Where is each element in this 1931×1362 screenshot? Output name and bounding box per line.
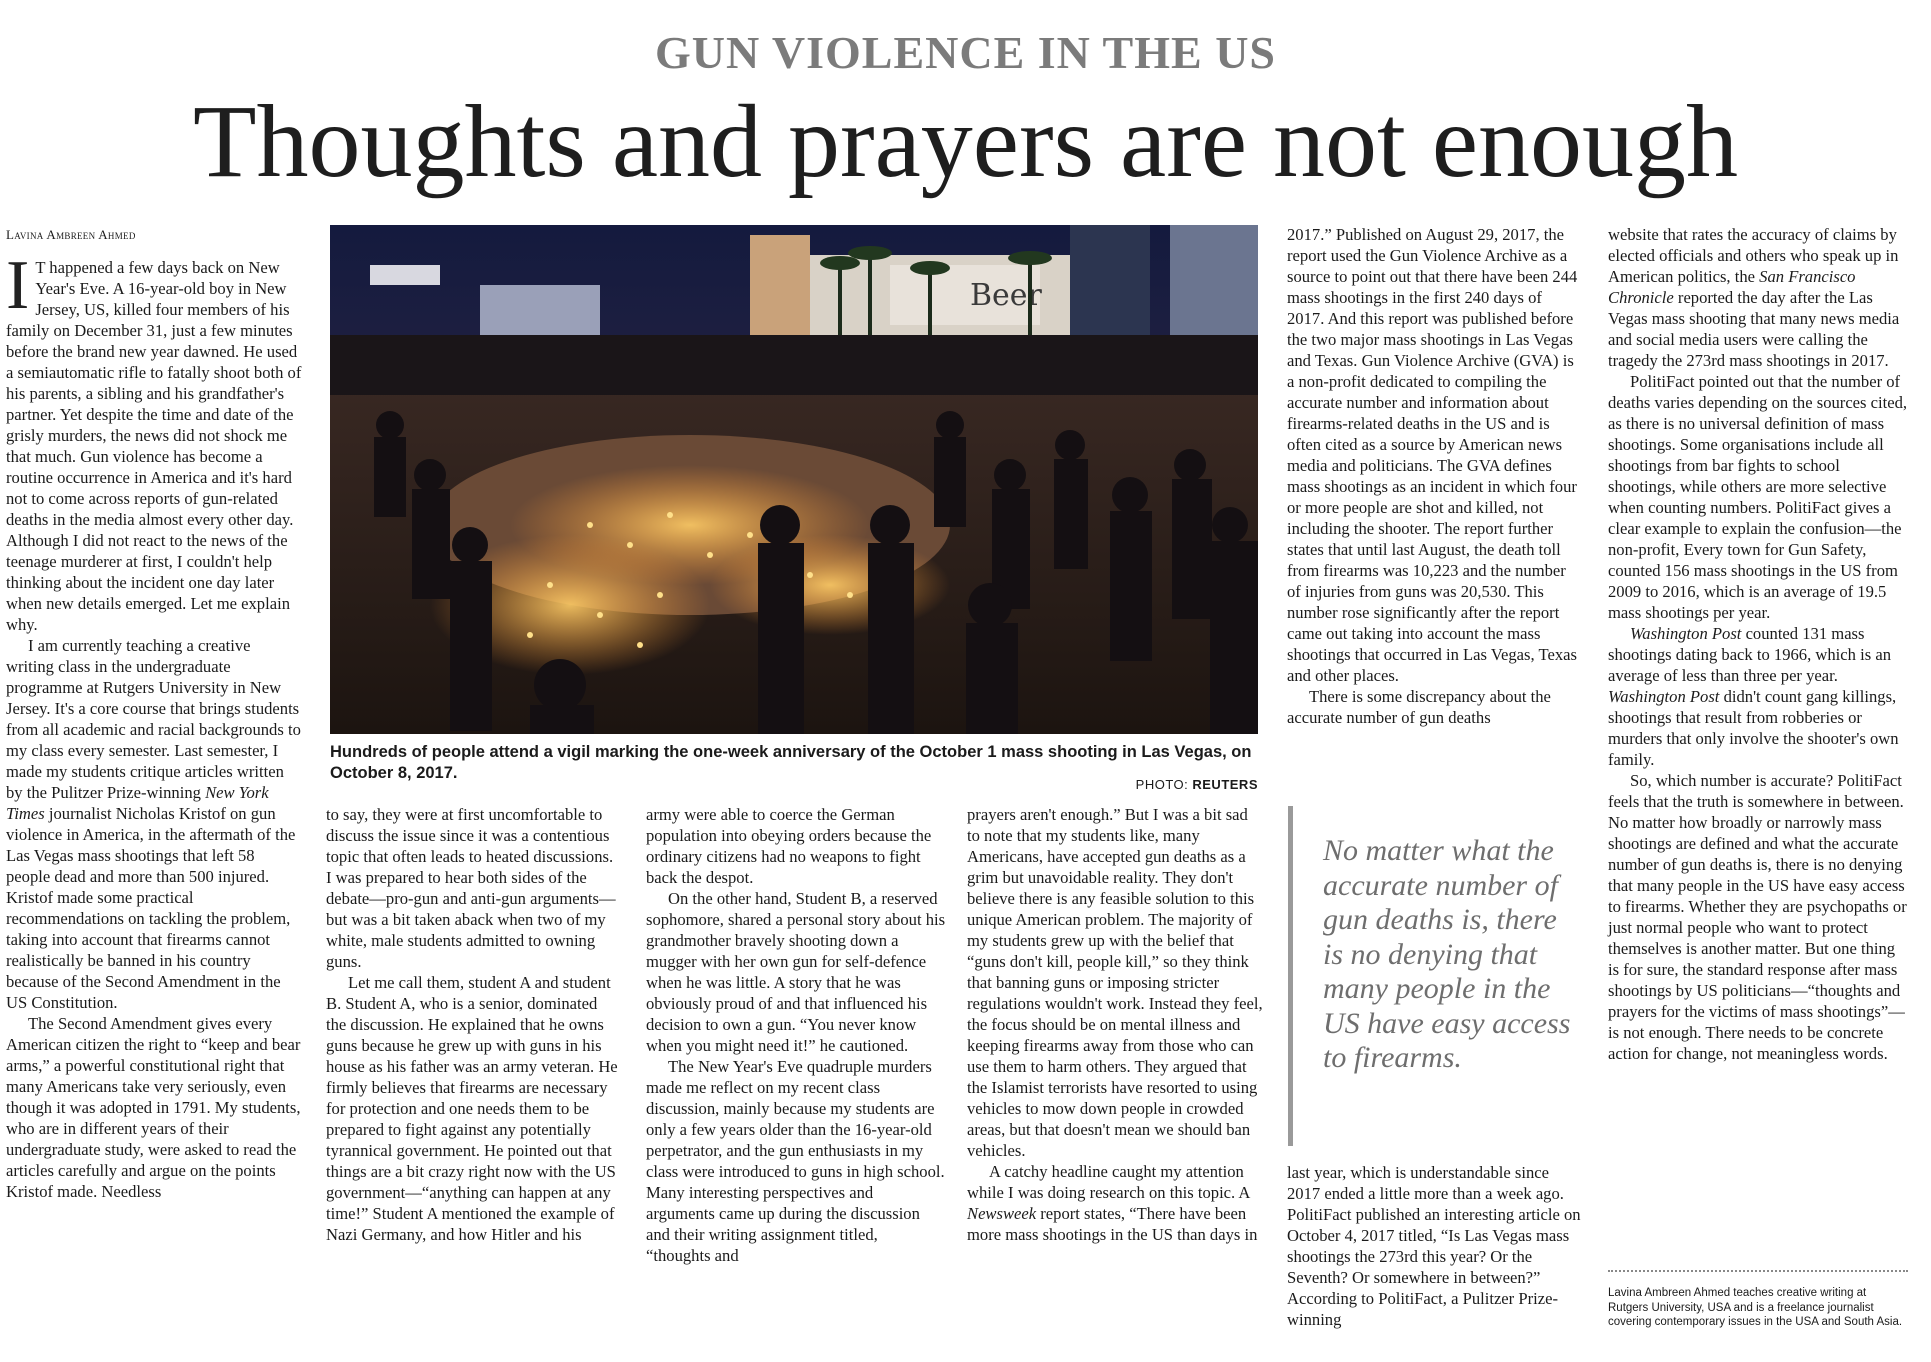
- headline: Thoughts and prayers are not enough: [192, 84, 1739, 199]
- paragraph: There is some discrepancy about the accurate number of gun deaths: [1287, 687, 1551, 727]
- paragraph: Washington Post counted 131 mass shootings dating back to 1966, which is an average of less than three per year. Washington Post didn't count gang killings, shootings that result from robberies or murders that only involve the shooter's own family.: [1608, 624, 1899, 769]
- paragraph: The Second Amendment gives every American citizen the right to “keep and bear arms,” a powerful constitutional right that many Americans take very seriously, even though it was adopted in 1791. My students, who are in different years of their undergraduate study, were asked to read the articles carefully and argue on the points Kristof made. Needless: [6, 1014, 301, 1201]
- photo-caption: Hundreds of people attend a vigil marking the one-week anniversary of the October 1 mass shooting in Las Vegas, on October 8, 2017.: [330, 743, 1252, 782]
- vigil-photo: [330, 225, 1258, 734]
- paragraph: So, which number is accurate? PolitiFact feels that the truth is somewhere in between. No matter how broadly or narrowly mass shootings are defined and what the accurate number of gun deaths is, there is no denying that many people in the US have easy access to firearms. Whether they are psychopaths or just normal people who want to protect themselves is another matter. But one thing is for sure, the standard response after mass shootings by US politicians—“thoughts and prayers for the victims of mass shootings”—is not enough. There needs to be concrete action for change, not meaningless words.: [1608, 771, 1907, 1063]
- vigil-photo-illustration: [330, 225, 1258, 734]
- publication-name: San Francisco Chronicle: [1608, 267, 1856, 307]
- pull-quote-text: No matter what the accurate number of gun deaths is, there is no denying that many people in the US have easy access to firearms.: [1323, 834, 1571, 1074]
- photo-sign-text: Beer: [970, 278, 1042, 313]
- paragraph: I am currently teaching a creative writing class in the undergraduate programme at Rutgers University in New Jersey. It's a core course that brings students from all academic and racial backgrounds to my class every semester. Last semester, I made my students critique articles written by the Pulitzer Prize-winning New York Times journalist Nicholas Kristof on gun violence in America, in the aftermath of the Las Vegas mass shootings that left 58 people dead and more than 500 injured. Kristof made some practical recommendations on tackling the problem, taking into account that firearms cannot realistically be banned in his country because of the Second Amendment in the US Constitution.: [6, 636, 301, 1012]
- article-column-5: [1287, 224, 1583, 728]
- billboard: [370, 265, 440, 285]
- paragraph: On the other hand, Student B, a reserved sophomore, shared a personal story about his grandmother bravely shooting down a mugger with her own gun for self-defence when he was little. A story that he was obviously proud of and that influenced his decision to own a gun. “You never know when you might need it!” he cautioned.: [646, 889, 946, 1055]
- paragraph: website that rates the accuracy of claims by elected officials and others who speak up in American politics, the San Francisco Chronicle reported the day after the Las Vegas mass shooting that many news media and social media users were calling the tragedy the 273rd mass shootings in 2017.: [1608, 225, 1900, 370]
- photo-credit: PHOTO: REUTERS: [1135, 777, 1258, 792]
- paragraph: 2017.” Published on August 29, 2017, the report used the Gun Violence Archive as a source to point out that there have been 244 mass shootings in the first 240 days of 2017. And this report was published before the two major mass shootings in Las Vegas and Texas. Gun Violence Archive (GVA) is a non-profit dedicated to compiling the accurate number and information about firearms-related deaths in the US and is often cited as a source by American news media and politicians. The GVA defines mass shootings as an incident in which four or more people are shot and killed, not including the shooter. The report further states that until last August, the death toll from firearms was 10,223 and the number of injuries from guns was 20,530. This number rose significantly after the report came out taking into account the mass shootings that occurred in Las Vegas, Texas and other places.: [1287, 225, 1578, 685]
- article-column-1: [6, 224, 302, 1202]
- publication-name: Newsweek: [967, 1204, 1037, 1223]
- photo-credit-source: REUTERS: [1192, 777, 1258, 792]
- paragraph: prayers aren't enough.” But I was a bit sad to note that my students like, many Americans, have accepted gun deaths as a grim but unavoidable reality. They don't believe there is any feasible solution to this unique American problem. The majority of my students grew up with the belief that “guns don't kill, people kill,” so they think that banning guns or imposing stricter regulations wouldn't work. Instead they feel, the focus should be on mental illness and keeping firearms away from those who can use them to harm others. They argued that the Islamist terrorists have resorted to using vehicles to mow down people in crowded areas, but that doesn't mean we should ban vehicles.: [967, 805, 1263, 1160]
- paragraph: A catchy headline caught my attention while I was doing research on this topic. A Newsweek report states, “There have been more mass shootings in the US than days in: [967, 1162, 1258, 1244]
- paragraph: to say, they were at first uncomfortable to discuss the issue since it was a contentious topic that often leads to heated discussions. I was prepared to hear both sides of the debate—pro-gun and anti-gun arguments—but was a bit taken aback when two of my white, male students admitted to owning guns.: [326, 805, 616, 971]
- paragraph: Let me call them, student A and student B. Student A, who is a senior, dominated the discussion. He explained that he owns guns because he grew up with guns in his house as his father was an army veteran. He firmly believes that firearms are necessary for protection and one needs them to be prepared to fight against any potentially tyrannical government. He pointed out that things are a bit crazy right now with the US government—“anything can happen at any time!” Student A mentioned the example of Nazi Germany, and how Hitler and his: [326, 973, 618, 1244]
- paragraph: army were able to coerce the German population into obeying orders because the ordinary citizens had no weapons to fight back the despot.: [646, 805, 932, 887]
- article-column-6: [1608, 224, 1908, 1064]
- publication-name: Washington Post: [1608, 687, 1720, 706]
- section-kicker: GUN VIOLENCE IN THE US: [654, 27, 1276, 78]
- article-column-3: [646, 804, 946, 1266]
- paragraph: PolitiFact pointed out that the number of deaths varies depending on the sources cited, as there is no universal definition of mass shootings. Some organisations include all shootings from bar fights to school shootings, while others are more selective when counting numbers. PolitiFact gives a clear example to explain the confusion—the non-profit, Every town for Gun Safety, counted 156 mass shootings in the US from 2009 to 2016, which is an average of 19.5 mass shootings per year.: [1608, 372, 1908, 622]
- author-bio: Lavina Ambreen Ahmed teaches creative writing at Rutgers University, USA and is a freelance journalist covering contemporary issues in the USA and South Asia.: [1608, 1270, 1908, 1330]
- paragraph: last year, which is understandable since 2017 ended a little more than a week ago. PolitiFact published an interesting article on October 4, 2017 titled, “Is Las Vegas mass shootings the 273rd this year? Or the Seventh? Or somewhere in between?” According to PolitiFact, a Pulitzer Prize-winning: [1287, 1163, 1581, 1329]
- pull-quote: [1288, 806, 1578, 1146]
- paragraph: The New Year's Eve quadruple murders made me reflect on my recent class discussion, mainly because my students are only a few years older than the 16-year-old perpetrator, and the gun enthusiasts in my class were introduced to guns in high school. Many interesting perspectives and arguments came up during the discussion and their writing assignment titled, “thoughts and: [646, 1057, 945, 1265]
- byline: Lavina Ambreen Ahmed: [6, 227, 136, 242]
- article-column-5-continued: [1287, 1162, 1583, 1330]
- paragraph-text: T happened a few days back on New Year's Eve. A 16-year-old boy in New Jersey, US, killed four members of his family on December 31, just a few minutes before the brand new year dawned. He used a semiautomatic rifle to fatally shoot both of his parents, a sibling and his grandfather's partner. Yet despite the time and date of the grisly murders, the news did not shock me that much. Gun violence has become a routine occurrence in America and it's hard not to come across reports of gun-related deaths in the media almost every other day. Although I did not react to the news of the teenage murderer at first, I couldn't help thinking about the incident one day later when new details emerged. Let me explain why.: [6, 258, 302, 634]
- article-column-4: [967, 804, 1263, 1245]
- publication-name: New York Times: [6, 783, 269, 823]
- publication-name: Washington Post: [1630, 624, 1742, 643]
- drop-cap: I: [6, 247, 30, 324]
- paragraph: [6, 247, 302, 635]
- article-column-2: [326, 804, 618, 1245]
